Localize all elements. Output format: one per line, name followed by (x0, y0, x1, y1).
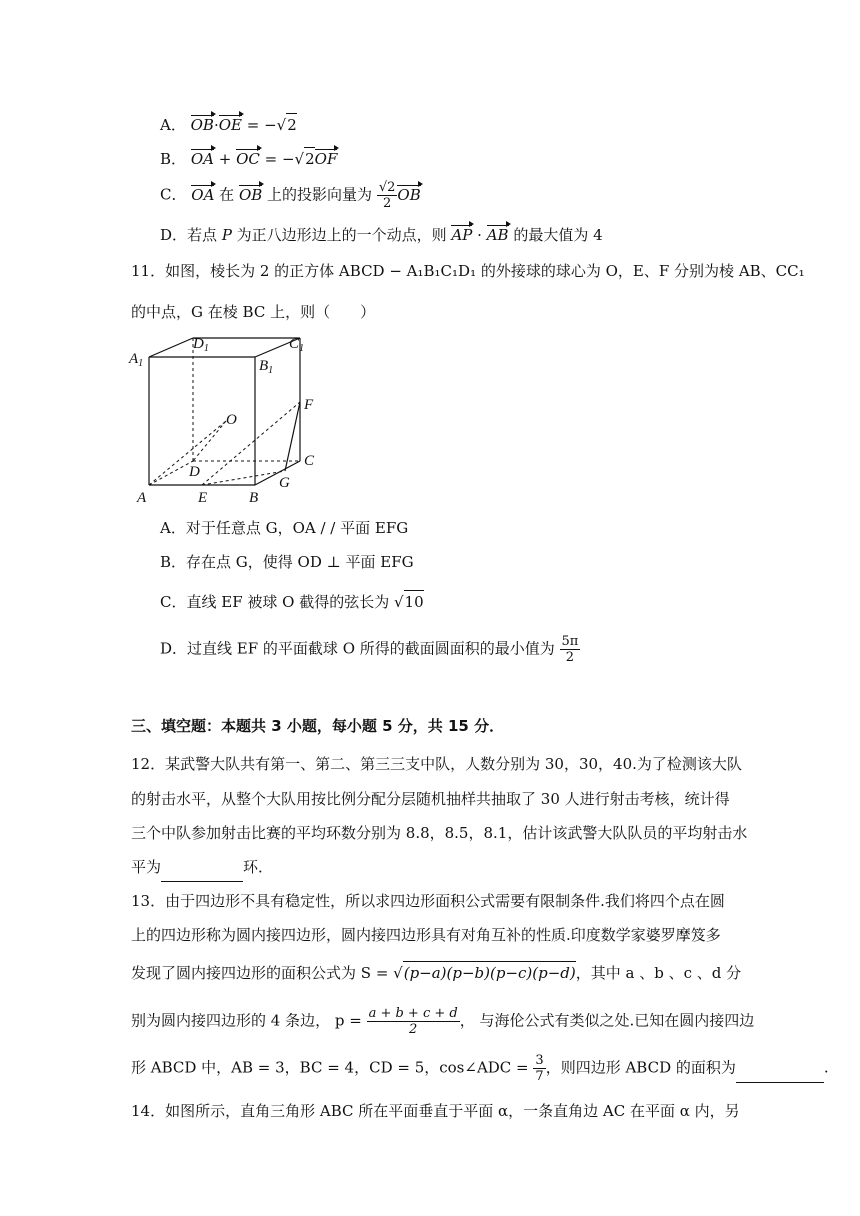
q14-line1: 14．如图所示，直角三角形 ABC 所在平面垂直于平面 α，一条直角边 AC 在平面 α 内，另 (131, 1102, 740, 1120)
option-label: C． (160, 185, 187, 204)
answer-blank[interactable] (736, 1060, 824, 1083)
segment-e-f (202, 402, 300, 485)
label-d: D (189, 464, 200, 480)
denominator: 7 (535, 1069, 544, 1084)
equals: = − (241, 116, 277, 134)
fraction (377, 180, 398, 211)
q10-option-a: A． OB·OE = −√2 (160, 113, 297, 136)
denominator: 2 (382, 196, 392, 211)
text: 形 ABCD 中，AB = 3，BC = 4，CD = 5，cos∠ADC = (131, 1058, 534, 1077)
q13-line4 (131, 1006, 754, 1037)
denominator: 2 (409, 1022, 418, 1037)
sqrt-value: 2 (304, 147, 315, 170)
q11-stem-line1: 11．如图，棱长为 2 的正方体 ABCD − A₁B₁C₁D₁ 的外接球的球心为 O，E、F 分别为棱 AB、CC₁ (131, 262, 805, 280)
equals: = − (259, 150, 295, 168)
vector-ob: OB (190, 116, 214, 134)
sqrt-value: 2 (286, 113, 297, 136)
text: 发现了圆内接四边形的面积公式为 S = (131, 964, 394, 982)
text: 为正八边形边上的一个动点，则 (231, 226, 452, 244)
dot-operator: · (213, 116, 219, 134)
label-d1: $D_1$ (193, 336, 209, 354)
option-label: B． (160, 150, 187, 168)
vector-oa: OA (190, 150, 214, 168)
text: . (823, 1058, 829, 1077)
edge-a1-d1 (149, 338, 193, 357)
text: 别为圆内接四边形的 4 条边， p = (131, 1011, 367, 1030)
fraction (560, 634, 581, 665)
area-formula: (p−a)(p−b)(p−c)(p−d) (403, 961, 576, 984)
q10-option-c (160, 180, 421, 211)
q12-line2: 的射击水平，从整个大队用按比例分配分层随机抽样共抽取了 30 人进行射击考核，统计得 (131, 790, 730, 808)
text: 平为 (131, 858, 162, 876)
text: C．直线 EF 被球 O 截得的弦长为 (160, 593, 394, 611)
q13-line5 (131, 1053, 829, 1084)
q13-line3: 发现了圆内接四边形的面积公式为 S = √(p−a)(p−b)(p−c)(p−d)，其中 a 、b 、c 、d 分 (131, 961, 741, 984)
label-o: O (226, 412, 237, 428)
label-b1: $B_1$ (259, 358, 274, 376)
label-a1: $A_1$ (129, 351, 144, 369)
q11-stem-line2: 的中点，G 在棱 BC 上，则（ ） (131, 303, 376, 321)
point-p: P (221, 226, 232, 244)
text: D．过直线 EF 的平面截球 O 所得的截面圆面积的最小值为 (160, 639, 560, 658)
q11-option-b: B．存在点 G，使得 OD ⊥ 平面 EFG (160, 553, 414, 571)
text: 在 (214, 185, 239, 204)
cube-figure (125, 330, 325, 510)
text: 的最大值为 4 (508, 226, 603, 244)
numerator: 5π (561, 634, 579, 649)
q11-option-c: C．直线 EF 被球 O 截得的弦长为 √10 (160, 590, 424, 613)
q10-option-d (160, 224, 603, 246)
vector-of: OF (314, 150, 338, 168)
fraction (533, 1053, 545, 1084)
text: ，则四边形 ABCD 的面积为 (545, 1058, 736, 1077)
sqrt-value: 10 (404, 590, 424, 613)
denominator: 2 (565, 650, 575, 665)
q11-option-d (160, 634, 580, 665)
label-c1: $C_1$ (289, 336, 305, 354)
segment-o-d (193, 421, 226, 461)
edge-b-c (255, 461, 300, 485)
section-heading: 三、填空题：本题共 3 小题，每小题 5 分，共 15 分． (131, 717, 505, 735)
text: ， 与海伦公式有类似之处.已知在圆内接四边 (459, 1011, 755, 1030)
fraction (367, 1006, 460, 1037)
vector-ap: AP (451, 226, 473, 244)
q13-line1: 13．由于四边形不具有稳定性，所以求四边形面积公式需要有限制条件.我们将四个点在圆 (131, 892, 725, 910)
text: ，其中 a 、b 、c 、d 分 (575, 964, 742, 982)
option-label: D． (160, 226, 188, 244)
option-label: A． (160, 116, 186, 134)
segment-e-g (202, 471, 285, 485)
text: 若点 (187, 226, 222, 244)
vector-oc: OC (236, 150, 260, 168)
q11-option-a: A．对于任意点 G，OA / / 平面 EFG (160, 519, 409, 537)
text: 环． (243, 858, 274, 876)
q12-line3: 三个中队参加射击比赛的平均环数分别为 8.8，8.5，8.1，估计该武警大队队员的平均射击水 (131, 824, 748, 842)
numerator: √2 (378, 180, 396, 195)
vector-ab: AB (486, 226, 509, 244)
label-b: B (249, 490, 259, 506)
label-e: E (198, 490, 208, 506)
plus: + (213, 150, 237, 168)
q10-option-b: B． OA + OC = −√2OF (160, 147, 337, 170)
q13-line2: 上的四边形称为圆内接四边形，圆内接四边形具有对角互补的性质.印度数学家婆罗摩笈多 (131, 926, 721, 944)
text: 上的投影向量为 (262, 185, 377, 204)
q12-line1: 12．某武警大队共有第一、第二、第三三支中队，人数分别为 30，30，40.为了检测该大队 (131, 755, 742, 773)
edge-a-d (149, 461, 193, 485)
vector-oe: OE (218, 116, 242, 134)
vector-oa: OA (191, 185, 215, 204)
numerator: a + b + c + d (368, 1006, 458, 1021)
numerator: 3 (535, 1053, 544, 1068)
vector-ob: OB (397, 185, 421, 204)
dot-operator: · (472, 226, 487, 244)
q12-line4 (131, 856, 273, 882)
label-g: G (279, 475, 290, 491)
label-f: F (304, 397, 314, 413)
segment-a-o (149, 421, 226, 485)
label-a: A (137, 490, 147, 506)
label-c: C (304, 453, 315, 469)
answer-blank[interactable] (161, 859, 243, 882)
vector-ob: OB (238, 185, 263, 204)
